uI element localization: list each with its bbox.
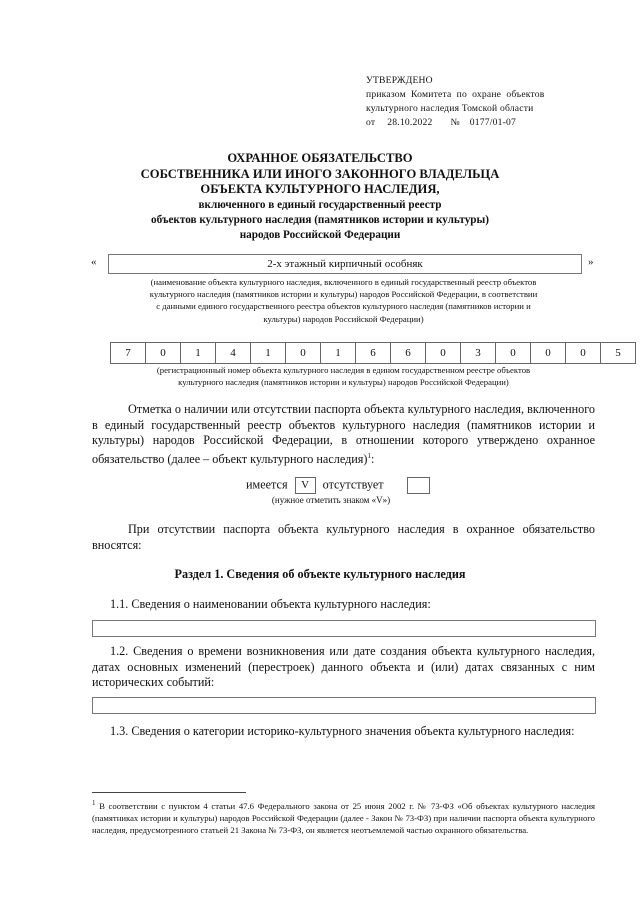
registration-hint (92, 364, 595, 388)
item-1-1-label: 1.1. Сведения о наименовании объекта культурного наследия: (110, 597, 431, 611)
approval-line-1: приказом Комитета по охране объектов (366, 89, 545, 100)
registration-digit[interactable]: 7 (110, 342, 146, 364)
object-name-hint-line: культуры) народов Российской Федерации) (263, 313, 424, 324)
object-name-field[interactable]: 2-х этажный кирпичный особняк (108, 254, 582, 274)
object-name-hint-line: с данными единого государственного реестра объектов культурного наследия (памятников истории и (156, 301, 531, 312)
object-name-hint-line: (наименование объекта культурного наследия, включенного в единый государственный реестр объектов (150, 277, 537, 287)
approval-number: 0177/01-07 (469, 117, 517, 128)
registration-digit[interactable]: 1 (180, 342, 216, 364)
registration-digit[interactable]: 6 (355, 342, 391, 364)
registration-digit[interactable]: 0 (425, 342, 461, 364)
registration-digit[interactable]: 6 (390, 342, 426, 364)
title-line-4: включенного в единый государственный реестр (198, 198, 442, 211)
footnote-divider (92, 792, 246, 793)
exists-checkbox[interactable]: V (295, 477, 316, 494)
object-name-hint-line: культурного наследия (памятников истории и культуры) народов Российской Федерации, в соответствии (149, 289, 538, 300)
registration-digit[interactable]: 0 (285, 342, 321, 364)
registration-hint-line: (регистрационный номер объекта культурного наследия в едином государственном реестре объектов (156, 365, 531, 375)
registration-digit[interactable]: 0 (495, 342, 531, 364)
title-line-2: СОБСТВЕННИКА ИЛИ ИНОГО ЗАКОННОГО ВЛАДЕЛЬЦА (140, 166, 500, 181)
approval-heading: УТВЕРЖДЕНО (366, 75, 433, 86)
object-name-hint (92, 276, 595, 325)
close-quote: » (588, 256, 594, 268)
approval-date-line (366, 116, 545, 130)
passport-paragraph (92, 402, 595, 467)
registration-hint-line: культурного наследия (памятников истории и культуры) народов Российской Федерации) (178, 377, 509, 388)
registration-digit[interactable]: 0 (145, 342, 181, 364)
approval-block (366, 74, 545, 130)
registration-digit[interactable]: 0 (565, 342, 601, 364)
passport-text: Отметка о наличии или отсутствии паспорта объекта культурного наследия, включенного в единый государственный реестр объектов культурного наследия (памятников истории и культуры) народов Российской Федерации, в отношении которого утверждено охранное обязательство (далее – объект культурного наследия) (92, 402, 595, 466)
approval-date: 28.10.2022 (387, 117, 433, 128)
title-line-6: народов Российской Федерации (239, 228, 401, 241)
approval-number-prefix: № (450, 117, 460, 128)
document-title (0, 151, 640, 243)
approval-line-2: культурного наследия Томской области (366, 103, 534, 114)
passport-colon: : (370, 451, 375, 466)
footnote-text: В соответствии с пунктом 4 статьи 47.6 Федерального закона от 25 июня 2002 г. № 73-ФЗ «Об объектах культурного наследия (памятниках истории и культуры) народов Российской Федерации (далее - Закон № 73-ФЗ) при наличии паспорта объекта культурного наследия, предусмотренного статьей 21 Закона № 73-ФЗ, он является неотъемлемой частью охранного обязательства. (92, 800, 595, 836)
footnote-ref[interactable]: 1 (367, 451, 371, 460)
absent-label: отсутствует (322, 477, 384, 492)
title-line-1: ОХРАННОЕ ОБЯЗАТЕЛЬСТВО (227, 151, 413, 165)
item-1-2-field[interactable] (92, 697, 596, 714)
absent-checkbox[interactable] (407, 477, 430, 494)
title-line-5: объектов культурного наследия (памятников истории и культуры) (151, 213, 489, 226)
choice-hint: (нужное отметить знаком «V») (271, 495, 391, 505)
registration-digit[interactable]: 5 (600, 342, 636, 364)
title-line-3: ОБЪЕКТА КУЛЬТУРНОГО НАСЛЕДИЯ, (200, 182, 440, 197)
section-1-heading: Раздел 1. Сведения об объекте культурного наследия (174, 567, 466, 581)
exists-label: имеется (246, 477, 288, 492)
item-1-1-field[interactable] (92, 620, 596, 637)
item-1-3-label: 1.3. Сведения о категории историко-культурного значения объекта культурного наследия: (110, 724, 575, 738)
item-1-2-label: 1.2. Сведения о времени возникновения или дате создания объекта культурного наследия, датах основных изменений (перестроек) данного объекта и (или) датах связанных с ним исторических событий: (92, 644, 595, 690)
approval-date-prefix: от (366, 117, 376, 128)
footnote (92, 797, 595, 837)
footnote-mark: 1 (92, 799, 96, 807)
registration-digit[interactable]: 4 (215, 342, 251, 364)
registration-digit[interactable]: 0 (530, 342, 566, 364)
registration-digit[interactable]: 1 (320, 342, 356, 364)
registration-number (110, 342, 635, 364)
absence-text: При отсутствии паспорта объекта культурного наследия в охранное обязательство вносятся: (92, 522, 595, 552)
registration-digit[interactable]: 3 (460, 342, 496, 364)
registration-digit[interactable]: 1 (250, 342, 286, 364)
open-quote: « (91, 256, 97, 268)
passport-choice (246, 477, 430, 494)
